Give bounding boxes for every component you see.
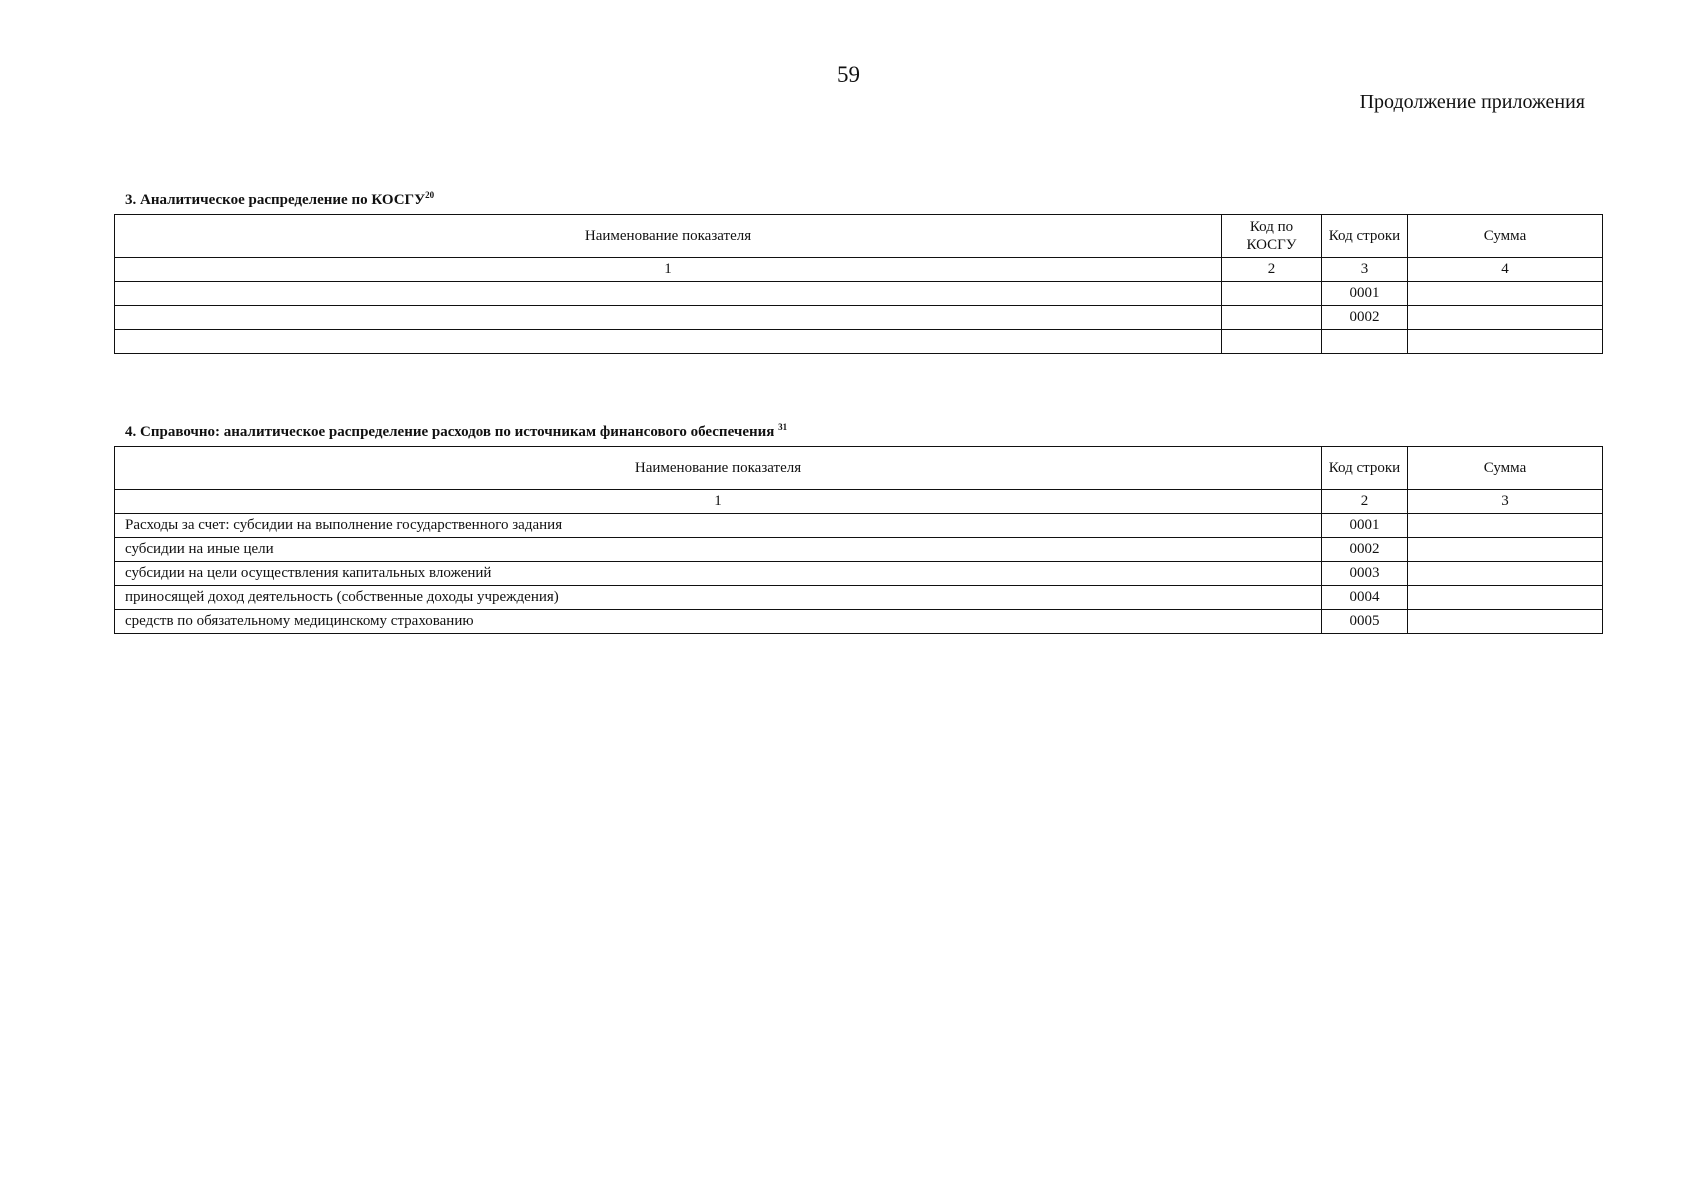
row-code-cell: 0001 [1322,282,1408,306]
kosgu-code-cell [1222,282,1322,306]
col-sum: Сумма [1408,447,1603,490]
appendix-note: Продолжение приложения [1359,91,1585,113]
row-code-cell: 0003 [1322,562,1408,586]
col-indicator-name: Наименование показателя [115,215,1222,258]
section-3-title-text: 3. Аналитическое распределение по КОСГУ [125,192,426,208]
col-row-code: Код строки [1322,215,1408,258]
sum-cell [1408,306,1603,330]
row-code-cell: 0002 [1322,306,1408,330]
col-number: 3 [1322,258,1408,282]
col-row-code: Код строки [1322,447,1408,490]
indicator-name-cell [115,330,1222,354]
section-4-title-text: 4. Справочно: аналитическое распределение расходов по источникам финансового обеспечения [125,424,775,440]
kosgu-table-column-numbers [115,258,1603,282]
kosgu-code-cell [1222,306,1322,330]
kosgu-table [114,214,1603,354]
sum-cell [1408,514,1603,538]
sum-cell [1408,586,1603,610]
page-number: 59 [837,62,860,87]
funding-sources-table [114,446,1603,634]
col-indicator-name: Наименование показателя [115,447,1322,490]
col-sum: Сумма [1408,215,1603,258]
table-row [115,586,1603,610]
indicator-name-cell: субсидии на цели осуществления капитальных вложений [115,562,1322,586]
table-row [115,306,1603,330]
col-number: 2 [1222,258,1322,282]
sum-cell [1408,282,1603,306]
sum-cell [1408,538,1603,562]
indicator-name-cell: Расходы за счет: субсидии на выполнение государственного задания [115,514,1322,538]
funding-table-column-numbers [115,490,1603,514]
col-number: 1 [115,258,1222,282]
indicator-name-cell: субсидии на иные цели [115,538,1322,562]
funding-table-header [115,447,1603,490]
section-4-title [125,424,787,441]
table-row [115,610,1603,634]
kosgu-table-header [115,215,1603,258]
row-code-cell: 0005 [1322,610,1408,634]
section-3-footnote: 20 [425,190,435,200]
table-row [115,330,1603,354]
table-row [115,514,1603,538]
col-number: 3 [1408,490,1603,514]
col-number: 4 [1408,258,1603,282]
indicator-name-cell: приносящей доход деятельность (собственные доходы учреждения) [115,586,1322,610]
col-number: 1 [115,490,1322,514]
col-kosgu-code: Код по КОСГУ [1222,215,1322,258]
row-code-cell: 0004 [1322,586,1408,610]
row-code-cell [1322,330,1408,354]
col-number: 2 [1322,490,1408,514]
section-3-title [125,192,434,209]
section-4-footnote: 31 [778,422,788,432]
indicator-name-cell [115,282,1222,306]
table-row [115,562,1603,586]
table-row [115,282,1603,306]
table-row [115,538,1603,562]
sum-cell [1408,562,1603,586]
sum-cell [1408,610,1603,634]
row-code-cell: 0002 [1322,538,1408,562]
kosgu-code-cell [1222,330,1322,354]
indicator-name-cell: средств по обязательному медицинскому страхованию [115,610,1322,634]
indicator-name-cell [115,306,1222,330]
row-code-cell: 0001 [1322,514,1408,538]
sum-cell [1408,330,1603,354]
